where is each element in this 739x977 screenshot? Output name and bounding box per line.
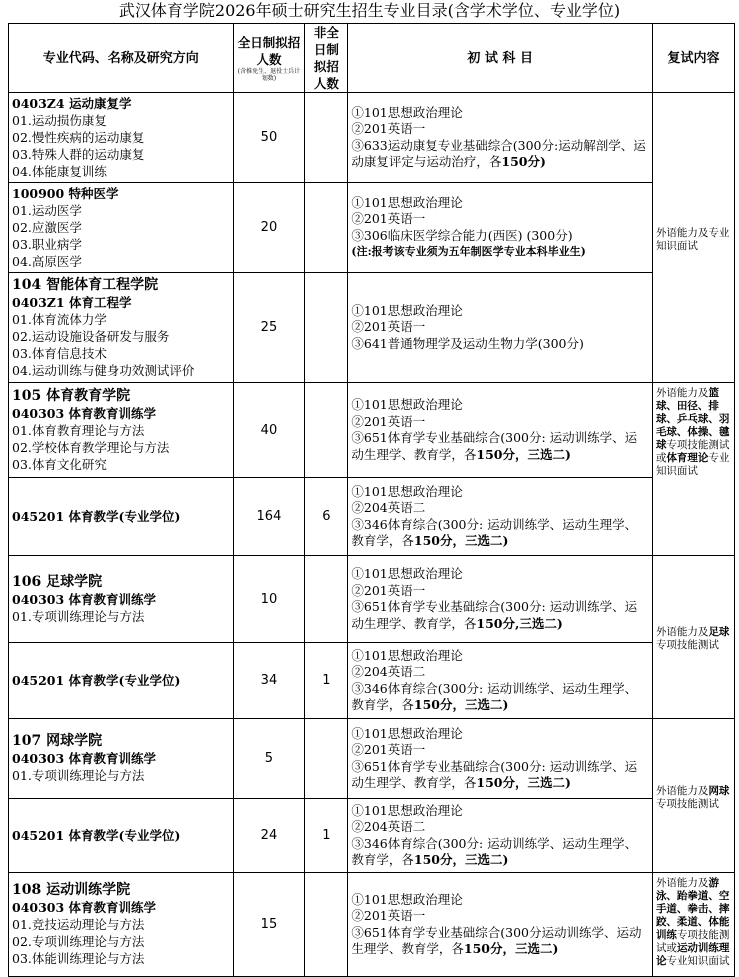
table-header-row [9, 24, 735, 93]
subject-item: ①101思想政治理论 [351, 566, 463, 581]
subject-item: ③651体育学专业基础综合(300分: 运动训练学、运动生理学、教育学，各 [351, 599, 638, 631]
subject-item-score: 150分，三选二) [463, 941, 559, 956]
subject-item: ②201英语一 [351, 742, 426, 757]
research-direction: 01.专项训练理论与方法 [12, 608, 145, 624]
subject-item: ③346体育综合(300分: 运动训练学、运动生理学、教育学，各 [351, 835, 638, 867]
research-direction: 01.体育流体力学 [12, 311, 107, 327]
major-cell [9, 273, 234, 383]
subject-item: ①101思想政治理论 [351, 647, 463, 663]
retest-theory: 运动训练理论 [655, 942, 730, 967]
exam-subjects [348, 383, 653, 478]
parttime-count [305, 873, 348, 977]
retest-sports: 篮球、田径、排球、乒乓球、羽毛球、体操、毽球 [655, 387, 730, 451]
parttime-count [305, 383, 348, 478]
table-row [9, 873, 735, 977]
fulltime-count: 10 [233, 556, 305, 643]
subject-item: ③651体育学专业基础综合(300分运动训练学、运动生理学、教育学，各 [351, 924, 642, 956]
major-cell [9, 643, 234, 719]
research-direction: 02.学校体育教学理论与方法 [12, 439, 170, 455]
major-code: 100900 特种医学 [12, 186, 119, 201]
major-cell [9, 383, 234, 478]
major-code: 045201 体育教学(专业学位) [12, 509, 181, 524]
retest-text: 外语能力及 [655, 784, 709, 797]
retest-sports: 足球 [708, 626, 730, 638]
subject-item: ①101思想政治理论 [351, 302, 463, 318]
major-cell [9, 183, 234, 273]
major-code: 0403Z4 运动康复学 [12, 96, 132, 111]
research-direction: 01.体育教育理论与方法 [12, 422, 145, 438]
retest-sports: 网球 [708, 784, 730, 797]
fulltime-count: 40 [233, 383, 305, 478]
exam-subjects [348, 873, 653, 977]
header-major: 专业代码、名称及研究方向 [9, 24, 234, 93]
fulltime-count: 24 [233, 799, 305, 873]
subject-item: ②204英语二 [351, 500, 426, 515]
major-code: 040303 体育教育训练学 [12, 591, 157, 607]
table-row [9, 183, 735, 273]
subject-item-score: 150分，三选二) [413, 533, 509, 548]
retest-theory: 体育理论 [666, 452, 709, 464]
subject-item: ②201英语一 [351, 908, 426, 923]
subject-item: ③346体育综合(300分: 运动训练学、运动生理学、教育学，各 [351, 680, 638, 712]
research-direction: 02.专项训练理论与方法 [12, 934, 145, 949]
table-row [9, 383, 735, 478]
subject-item: ①101思想政治理论 [351, 194, 463, 210]
research-direction: 02.慢性疾病的运动康复 [12, 130, 145, 145]
fulltime-count: 34 [233, 643, 305, 719]
header-fulltime [233, 24, 305, 93]
fulltime-count: 5 [233, 719, 305, 799]
retest-text: 专业知识面试 [666, 955, 730, 967]
fulltime-count: 164 [233, 478, 305, 556]
subject-item: ③633运动康复专业基础综合(300分:运动解剖学、运动康复评定与运动治疗，各 [351, 137, 646, 169]
subject-item: ②201英语一 [351, 211, 426, 226]
major-cell [9, 719, 234, 799]
major-code: 040303 体育教育训练学 [12, 405, 157, 421]
research-direction: 03.体能训练理论与方法 [12, 951, 145, 966]
subject-item: ②201英语一 [351, 121, 426, 136]
catalog-table [8, 23, 735, 977]
parttime-count [305, 183, 348, 273]
major-cell [9, 556, 234, 643]
header-subjects: 初 试 科 目 [348, 24, 653, 93]
college-name: 105 体育教育学院 [12, 387, 131, 404]
subject-item: ②204英语二 [351, 664, 426, 679]
subject-item: ①101思想政治理论 [351, 891, 463, 907]
research-direction: 04.体能康复训练 [12, 164, 107, 179]
table-row [9, 556, 735, 643]
exam-subjects [348, 183, 653, 273]
subject-item: ②201英语一 [351, 319, 426, 335]
header-parttime: 非全日制拟招人数 [305, 24, 348, 93]
research-direction: 01.运动医学 [12, 203, 82, 218]
subject-item: ①101思想政治理论 [351, 397, 463, 412]
exam-subjects [348, 799, 653, 873]
major-code: 045201 体育教学(专业学位) [12, 828, 181, 843]
subject-item-score: 150分,三选二) [476, 615, 563, 631]
subject-item-score: 150分，三选二) [476, 775, 571, 790]
subject-item-score: 150分) [501, 154, 546, 169]
major-cell [9, 873, 234, 977]
research-direction: 04.高原医学 [12, 254, 82, 269]
exam-subjects [348, 556, 653, 643]
exam-subjects [348, 478, 653, 556]
parttime-count [305, 273, 348, 383]
subject-item: ③651体育学专业基础综合(300分: 运动训练学、运动生理学、教育学，各 [351, 430, 638, 462]
major-cell [9, 799, 234, 873]
fulltime-count: 25 [233, 273, 305, 383]
table-row [9, 799, 735, 873]
retest-text: 专项技能测试或 [655, 929, 730, 954]
research-direction: 01.专项训练理论与方法 [12, 768, 145, 783]
major-code: 0403Z1 体育工程学 [12, 294, 132, 310]
fulltime-count: 50 [233, 93, 305, 183]
page-title: 武汉体育学院2026年硕士研究生招生专业目录(含学术学位、专业学位) [118, 1, 621, 20]
major-code: 040303 体育教育训练学 [12, 900, 157, 915]
college-name: 104 智能体育工程学院 [12, 276, 159, 293]
subject-item: ③641普通物理学及运动生物力学(300分) [351, 335, 584, 351]
retest-text: 专项技能测试 [655, 797, 719, 810]
exam-subjects [348, 719, 653, 799]
exam-subjects [348, 273, 653, 383]
major-cell [9, 478, 234, 556]
retest-cell [652, 93, 734, 383]
subject-item: ①101思想政治理论 [351, 725, 463, 741]
table-row [9, 273, 735, 383]
subject-item-score: 150分，三选二) [413, 852, 509, 867]
parttime-count [305, 556, 348, 643]
subject-item: ②201英语一 [351, 582, 426, 598]
retest-cell [652, 873, 734, 977]
parttime-count [305, 719, 348, 799]
college-name: 107 网球学院 [12, 733, 103, 749]
major-code: 040303 体育教育训练学 [12, 751, 157, 766]
research-direction: 01.运动损伤康复 [12, 113, 107, 128]
retest-cell [652, 719, 734, 873]
fulltime-count: 20 [233, 183, 305, 273]
subject-item: ②204英语二 [351, 819, 426, 834]
parttime-count: 6 [305, 478, 348, 556]
research-direction: 04.运动训练与健身功效测试评价 [12, 362, 195, 378]
retest-sports: 游泳、跆拳道、空手道、拳击、摔跤、柔道、体能训练 [655, 877, 730, 941]
retest-text: 外语能力及 [655, 387, 709, 399]
retest-text: 外语能力及 [655, 626, 709, 638]
fulltime-count: 15 [233, 873, 305, 977]
subject-item-score: 150分，三选二) [476, 446, 571, 462]
retest-text: 专项技能测试或 [655, 439, 730, 464]
table-row [9, 719, 735, 799]
table-row [9, 643, 735, 719]
parttime-count: 1 [305, 799, 348, 873]
retest-text: 外语能力及 [655, 877, 709, 889]
research-direction: 01.竞技运动理论与方法 [12, 917, 145, 932]
parttime-count [305, 93, 348, 183]
research-direction: 03.体育文化研究 [12, 456, 107, 472]
retest-cell [652, 556, 734, 719]
header-fulltime-note: (含推免生、退役士兵计划数) [237, 68, 301, 82]
retest-text: 专项技能测试 [655, 639, 719, 651]
table-row [9, 93, 735, 183]
table-row [9, 478, 735, 556]
major-code: 045201 体育教学(专业学位) [12, 673, 181, 688]
retest-text: 专业知识面试 [655, 452, 730, 477]
subject-item: ①101思想政治理论 [351, 483, 463, 499]
research-direction: 02.应激医学 [12, 220, 82, 235]
subject-note: (注:报考该专业须为五年制医学专业本科毕业生) [351, 245, 586, 258]
research-direction: 03.体育信息技术 [12, 345, 107, 361]
subject-item: ①101思想政治理论 [351, 104, 463, 120]
subject-item-score: 150分，三选二) [413, 697, 509, 712]
research-direction: 02.运动设施设备研发与服务 [12, 328, 170, 344]
header-fulltime-label: 全日制拟招人数 [237, 35, 301, 67]
subject-item: ①101思想政治理论 [351, 802, 463, 818]
major-cell [9, 93, 234, 183]
subject-item: ③651体育学专业基础综合(300分: 运动训练学、运动生理学、教育学，各 [351, 758, 638, 790]
college-name: 108 运动训练学院 [12, 882, 131, 898]
retest-cell [652, 383, 734, 556]
parttime-count: 1 [305, 643, 348, 719]
subject-item: ③346体育综合(300分: 运动训练学、运动生理学、教育学，各 [351, 516, 638, 548]
subject-item: ②201英语一 [351, 413, 426, 429]
subject-item: ③306临床医学综合能力(西医) (300分) [351, 227, 573, 243]
research-direction: 03.职业病学 [12, 237, 82, 252]
header-retest: 复试内容 [652, 24, 734, 93]
exam-subjects [348, 643, 653, 719]
college-name: 106 足球学院 [12, 573, 103, 590]
exam-subjects [348, 93, 653, 183]
retest-content: 外语能力及专业知识面试 [655, 226, 730, 252]
research-direction: 03.特殊人群的运动康复 [12, 147, 145, 162]
